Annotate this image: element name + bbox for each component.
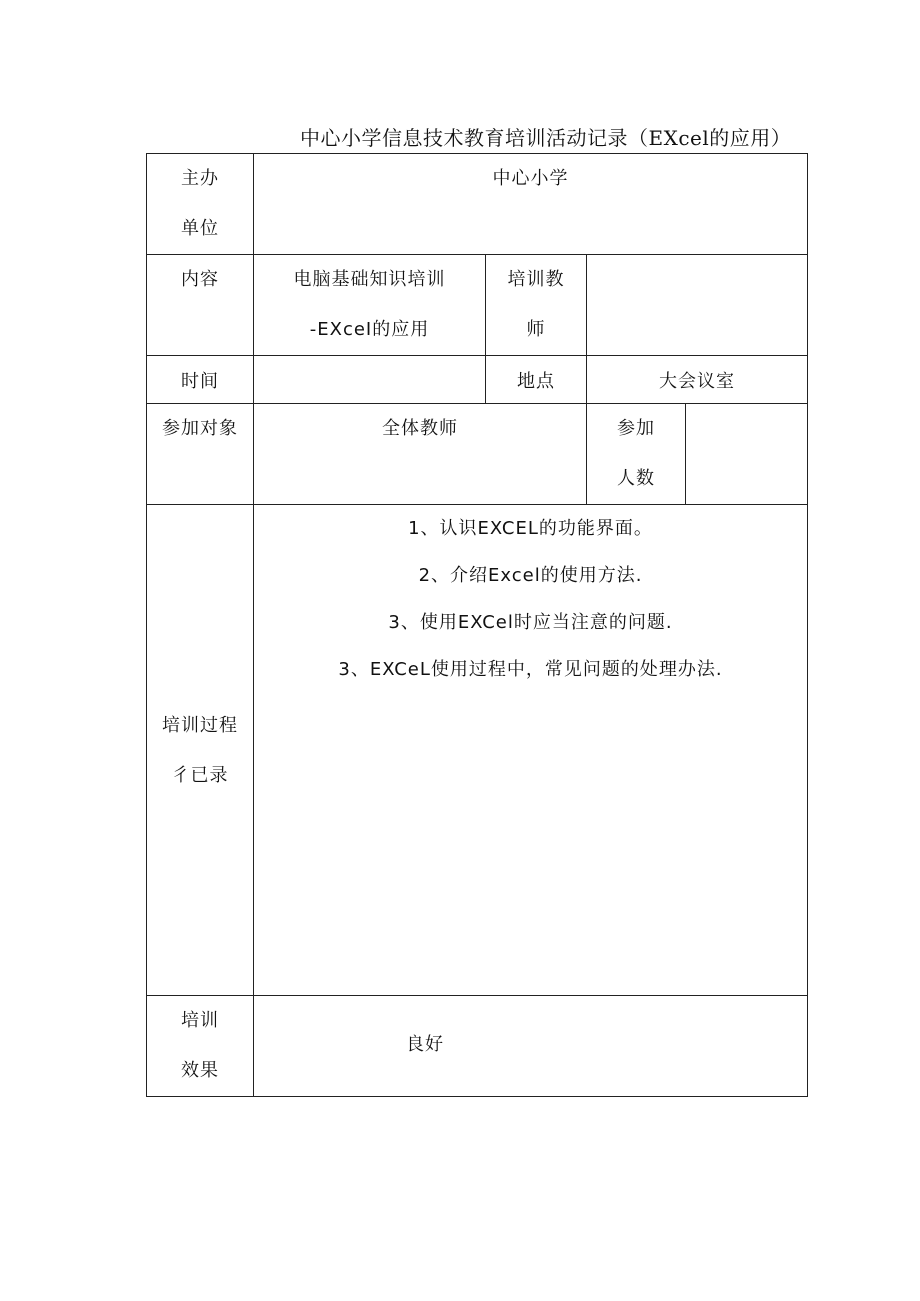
teacher-label-line1: 培训教: [507, 269, 565, 290]
participants-row: [147, 404, 808, 505]
list-item: 2、介绍Excel的使用方法.: [418, 565, 643, 586]
time-row: [147, 356, 808, 404]
count-value-cell: [686, 404, 808, 505]
time-value-cell: [254, 356, 486, 404]
participants-label: 参加对象: [162, 418, 238, 439]
organizer-label-line1: 主办: [181, 168, 219, 189]
content-row: [147, 255, 808, 356]
effect-row: [147, 996, 808, 1097]
content-label: 内容: [181, 269, 219, 290]
list-item: 3、EXCeL使用过程中，常见问题的处理办法.: [338, 659, 723, 680]
process-row: [147, 505, 808, 996]
effect-label-cell: [147, 996, 254, 1097]
participants-value: 全体教师: [382, 418, 458, 439]
content-value-line2: -EXceI的应用: [309, 319, 430, 340]
organizer-value: 中心小学: [492, 168, 569, 189]
process-label-line2: 彳已录: [171, 765, 229, 786]
effect-value-cell: [254, 996, 808, 1097]
list-item: 1、认识EXCEL的功能界面。: [408, 518, 653, 539]
content-value-line1: 电脑基础知识培训: [293, 269, 446, 290]
effect-value: 良好: [406, 1034, 444, 1055]
teacher-value-cell: [587, 255, 808, 356]
process-label-wrap: [147, 505, 253, 801]
location-label-cell: [486, 356, 587, 404]
organizer-label-line2: 单位: [181, 218, 219, 239]
content-value-cell: [254, 255, 486, 356]
organizer-row: [147, 154, 808, 255]
page-title: 中心小学信息技术教育培训活动记录（EXcel的应用）: [300, 126, 792, 150]
participants-value-cell: [254, 404, 587, 505]
time-label: 时间: [181, 370, 219, 392]
count-label-line1: 参加: [617, 418, 655, 439]
effect-label-line2: 效果: [181, 1060, 219, 1081]
organizer-value-cell: [254, 154, 808, 255]
content-label-cell: [147, 255, 254, 356]
location-value: 大会议室: [659, 370, 735, 392]
process-label-line1: 培训过程: [162, 715, 238, 736]
time-label-cell: [147, 356, 254, 404]
effect-label-line1: 培训: [181, 1010, 219, 1031]
training-record-table: [146, 153, 808, 1097]
teacher-label-line2: 师: [526, 319, 546, 340]
location-value-cell: [587, 356, 808, 404]
process-list-cell: [254, 505, 808, 996]
count-label-line2: 人数: [617, 468, 655, 489]
list-item: 3、使用EXCel时应当注意的问题.: [388, 612, 673, 633]
process-label-cell: [147, 505, 254, 996]
teacher-label-cell: [486, 255, 587, 356]
organizer-label-cell: [147, 154, 254, 255]
participants-label-cell: [147, 404, 254, 505]
location-label: 地点: [517, 370, 555, 392]
count-label-cell: [587, 404, 686, 505]
